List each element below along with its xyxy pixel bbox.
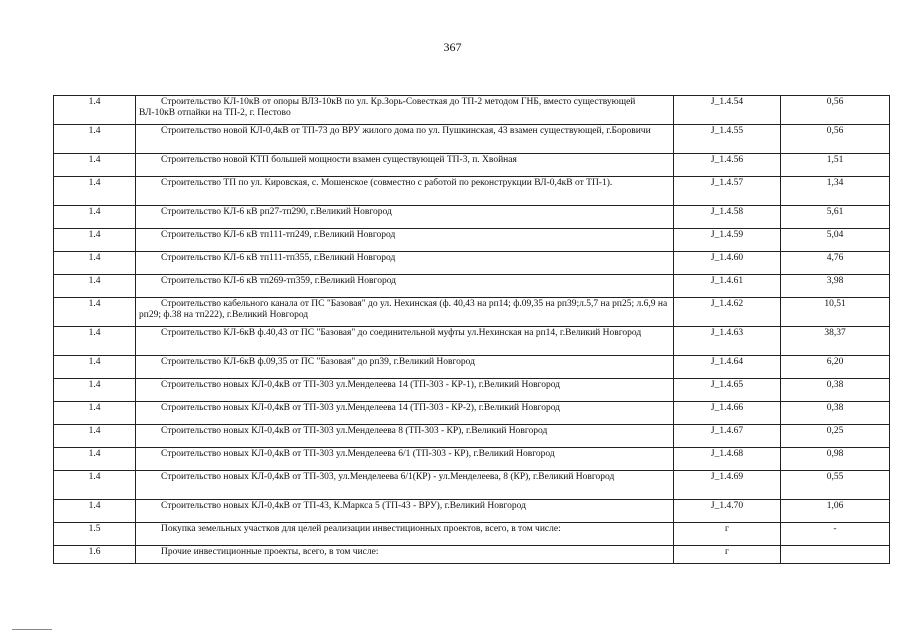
row-number-cell: 1.4 — [54, 177, 136, 206]
row-number-cell: 1.4 — [54, 500, 136, 523]
table-row — [54, 154, 890, 177]
row-value-cell: 1,06 — [781, 500, 890, 523]
row-number-cell: 1.4 — [54, 327, 136, 356]
row-code-cell: J_1.4.65 — [674, 379, 781, 402]
table-row — [54, 500, 890, 523]
row-description-cell — [136, 177, 674, 206]
row-description-cell — [136, 229, 674, 252]
row-description-cell — [136, 356, 674, 379]
row-number-cell: 1.4 — [54, 229, 136, 252]
row-description-text: Строительство КЛ-10кВ от опоры ВЛЗ-10кВ по ул. Кр.Зорь-Совесткая до ТП-2 методом ГНБ, вместо существующей ВЛ-10кВ отпайки на ТП-2, г. Пестово — [139, 97, 636, 118]
row-number-cell: 1.4 — [54, 125, 136, 154]
row-description-cell — [136, 125, 674, 154]
footer-divider — [12, 629, 52, 630]
row-value-cell: 0,56 — [781, 96, 890, 125]
row-code-cell: J_1.4.70 — [674, 500, 781, 523]
row-number-cell: 1.6 — [54, 546, 136, 564]
table-row — [54, 471, 890, 500]
row-value-cell: 0,38 — [781, 402, 890, 425]
table-row — [54, 125, 890, 154]
row-number-cell: 1.4 — [54, 252, 136, 275]
row-description-cell — [136, 206, 674, 229]
row-code-cell: J_1.4.59 — [674, 229, 781, 252]
row-description-cell — [136, 298, 674, 327]
row-description-text: Строительство КЛ-6 кВ тп111-тп249, г.Великий Новгород — [161, 230, 396, 240]
row-value-cell: 1,51 — [781, 154, 890, 177]
row-code-cell: г — [674, 546, 781, 564]
row-value-cell: 0,56 — [781, 125, 890, 154]
row-code-cell: J_1.4.66 — [674, 402, 781, 425]
table-row — [54, 327, 890, 356]
row-value-cell: 38,37 — [781, 327, 890, 356]
row-code-cell: J_1.4.68 — [674, 448, 781, 471]
row-description-text: Строительство ТП по ул. Кировская, с. Мошенское (совместно с работой по реконструкции ВЛ-0,4кВ от ТП-1). — [161, 178, 613, 188]
table-row — [54, 546, 890, 564]
row-code-cell: J_1.4.57 — [674, 177, 781, 206]
table-row — [54, 275, 890, 298]
row-description-text: Строительство новых КЛ-0,4кВ от ТП-43, К.Маркса 5 (ТП-43 - ВРУ), г.Великий Новгород — [161, 501, 526, 511]
row-number-cell: 1.4 — [54, 96, 136, 125]
row-value-cell: 1,34 — [781, 177, 890, 206]
row-code-cell: J_1.4.61 — [674, 275, 781, 298]
row-description-cell — [136, 154, 674, 177]
row-code-cell: J_1.4.69 — [674, 471, 781, 500]
row-value-cell: 6,20 — [781, 356, 890, 379]
row-description-cell — [136, 425, 674, 448]
row-description-cell — [136, 275, 674, 298]
row-number-cell: 1.4 — [54, 154, 136, 177]
row-description-text: Строительство новых КЛ-0,4кВ от ТП-303 ул.Менделеева 6/1 (ТП-303 - КР), г.Великий Новгород — [161, 449, 555, 459]
table-row — [54, 356, 890, 379]
row-description-text: Строительство КЛ-6 кВ тп269-тп359, г.Великий Новгород — [161, 276, 396, 286]
row-number-cell: 1.5 — [54, 523, 136, 546]
row-description-cell — [136, 448, 674, 471]
page-number: 367 — [443, 40, 462, 54]
row-value-cell: 3,98 — [781, 275, 890, 298]
row-value-cell: 5,61 — [781, 206, 890, 229]
table-row — [54, 298, 890, 327]
row-description-text: Строительство новой КТП большей мощности взамен существующей ТП-3, п. Хвойная — [161, 155, 517, 165]
row-description-text: Покупка земельных участков для целей реализации инвестиционных проектов, всего, в том числе: — [161, 524, 561, 534]
row-value-cell — [781, 546, 890, 564]
row-description-cell — [136, 523, 674, 546]
row-description-text: Строительство новых КЛ-0,4кВ от ТП-303 ул.Менделеева 14 (ТП-303 - КР-1), г.Великий Новгород — [161, 380, 561, 390]
row-number-cell: 1.4 — [54, 206, 136, 229]
row-code-cell: J_1.4.64 — [674, 356, 781, 379]
row-value-cell: 10,51 — [781, 298, 890, 327]
row-code-cell: J_1.4.54 — [674, 96, 781, 125]
table-row — [54, 206, 890, 229]
row-value-cell: 5,04 — [781, 229, 890, 252]
row-number-cell: 1.4 — [54, 379, 136, 402]
row-description-cell — [136, 252, 674, 275]
table-row — [54, 523, 890, 546]
row-description-text: Строительство кабельного канала от ПС "Базовая" до ул. Нехинская (ф. 40,43 на рп14; ф.09,35 на рп39;л.5,7 на рп25; л.6,9 на рп29; ф.38 на тп222), г.Великий Новгород — [139, 299, 668, 320]
row-description-text: Прочие инвестиционные проекты, всего, в том числе: — [161, 547, 379, 557]
row-code-cell: J_1.4.56 — [674, 154, 781, 177]
table-row — [54, 425, 890, 448]
table-row — [54, 96, 890, 125]
row-number-cell: 1.4 — [54, 356, 136, 379]
row-description-text: Строительство новой КЛ-0,4кВ от ТП-73 до ВРУ жилого дома по ул. Пушкинская, 43 взамен существующей, г.Боровичи — [161, 126, 651, 136]
row-description-cell — [136, 327, 674, 356]
row-code-cell: J_1.4.62 — [674, 298, 781, 327]
row-value-cell: 0,55 — [781, 471, 890, 500]
row-description-text: Строительство КЛ-6кВ ф.09,35 от ПС "Базовая" до рп39, г.Великий Новгород — [161, 357, 475, 367]
row-code-cell: J_1.4.60 — [674, 252, 781, 275]
row-number-cell: 1.4 — [54, 448, 136, 471]
table-row — [54, 229, 890, 252]
row-value-cell: - — [781, 523, 890, 546]
row-description-cell — [136, 471, 674, 500]
row-description-text: Строительство КЛ-6кВ ф.40,43 от ПС "Базовая" до соединительной муфты ул.Нехинская на рп14, г.Великий Новгород — [161, 328, 642, 338]
row-value-cell: 0,98 — [781, 448, 890, 471]
table-row — [54, 177, 890, 206]
row-code-cell: J_1.4.67 — [674, 425, 781, 448]
row-value-cell: 0,25 — [781, 425, 890, 448]
row-code-cell: J_1.4.55 — [674, 125, 781, 154]
row-description-text: Строительство новых КЛ-0,4кВ от ТП-303, ул.Менделеева 6/1(КР) - ул.Менделеева, 8 (КР), г.Великий Новгород — [161, 472, 615, 482]
row-number-cell: 1.4 — [54, 275, 136, 298]
row-description-text: Строительство новых КЛ-0,4кВ от ТП-303 ул.Менделеева 8 (ТП-303 - КР), г.Великий Новгород — [161, 426, 548, 436]
row-description-text: Строительство КЛ-6 кВ тп111-тп355, г.Великий Новгород — [161, 253, 396, 263]
row-number-cell: 1.4 — [54, 298, 136, 327]
investment-table — [53, 95, 890, 564]
table-row — [54, 402, 890, 425]
table-row — [54, 379, 890, 402]
investment-table-body — [54, 96, 890, 564]
row-number-cell: 1.4 — [54, 425, 136, 448]
table-row — [54, 252, 890, 275]
row-value-cell: 4,76 — [781, 252, 890, 275]
row-description-cell — [136, 402, 674, 425]
table-row — [54, 448, 890, 471]
row-number-cell: 1.4 — [54, 471, 136, 500]
row-code-cell: г — [674, 523, 781, 546]
row-description-cell — [136, 379, 674, 402]
row-description-text: Строительство КЛ-6 кВ рп27-тп290, г.Великий Новгород — [161, 207, 392, 217]
row-value-cell: 0,38 — [781, 379, 890, 402]
row-number-cell: 1.4 — [54, 402, 136, 425]
row-description-cell — [136, 546, 674, 564]
row-description-text: Строительство новых КЛ-0,4кВ от ТП-303 ул.Менделеева 14 (ТП-303 - КР-2), г.Великий Новгород — [161, 403, 561, 413]
row-code-cell: J_1.4.63 — [674, 327, 781, 356]
row-code-cell: J_1.4.58 — [674, 206, 781, 229]
row-description-cell — [136, 500, 674, 523]
row-description-cell — [136, 96, 674, 125]
